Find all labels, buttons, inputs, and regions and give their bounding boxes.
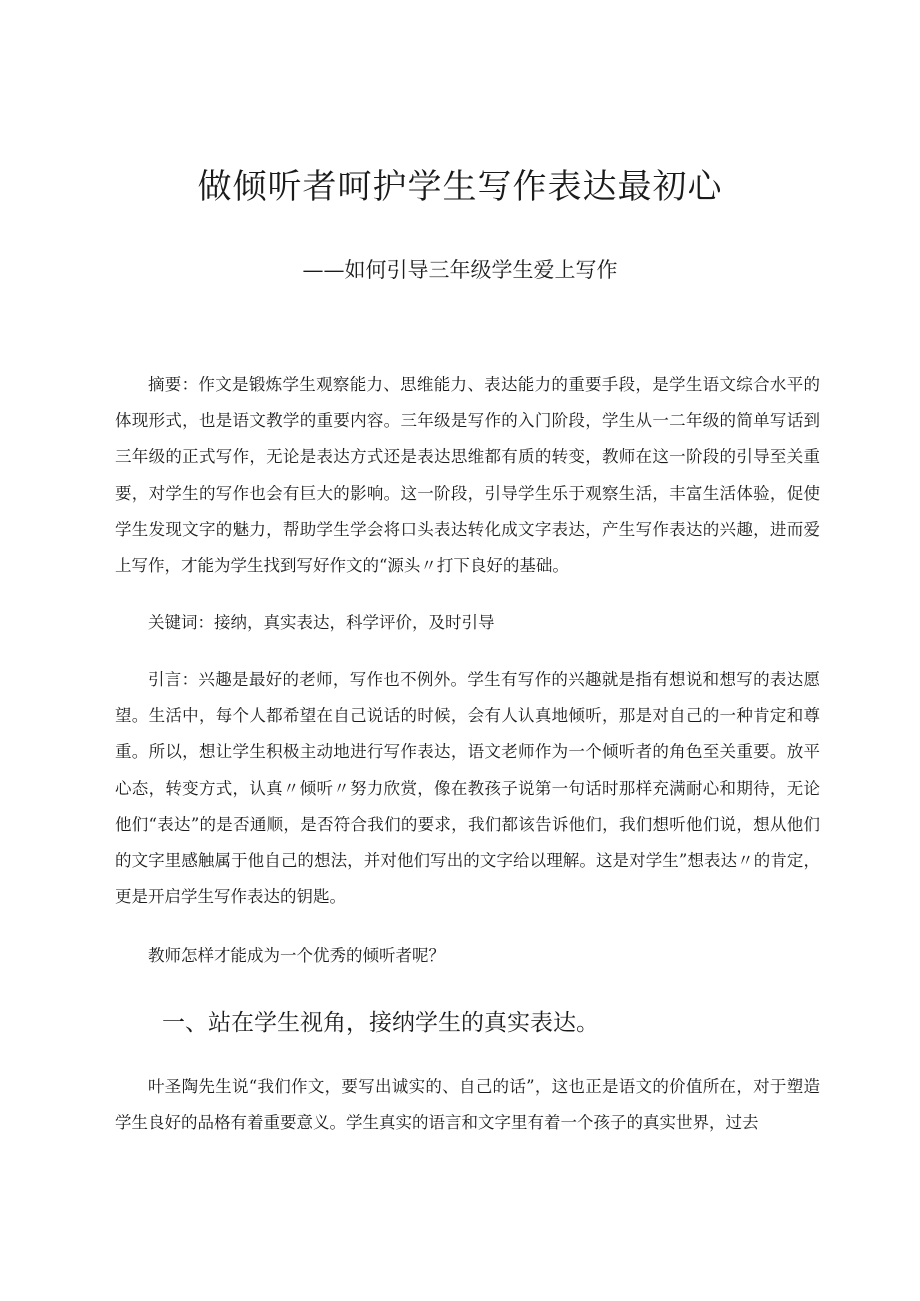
document-subtitle: ——如何引导三年级学生爱上写作 (302, 258, 618, 282)
keywords-paragraph: 关键词：接纳，真实表达，科学评价，及时引导 (148, 613, 495, 632)
abstract-paragraph: 摘要：作文是锻炼学生观察能力、思维能力、表达能力的重要手段，是学生语文综合水平的体现形式，也是语文教学的重要内容。三年级是写作的入门阶段，学生从一二年级的简单写话到三年级的正式写作，无论是表达方式还是表达思维都有质的转变，教师在这一阶段的引导至关重要，对学生的写作也会有巨大的影响。这一阶段，引导学生乐于观察生活，丰富生活体验，促使学生发现文字的魅力，帮助学生学会将口头表达转化成文字表达，产生写作表达的兴趣，进而爱上写作，才能为学生找到写好作文的“源头〃打下良好的基础。 (115, 375, 820, 576)
document-title: 做倾听者呵护学生写作表达最初心 (197, 167, 723, 207)
introduction-paragraph: 引言：兴趣是最好的老师，写作也不例外。学生有写作的兴趣就是指有想说和想写的表达愿望。生活中，每个人都希望在自己说话的时候，会有人认真地倾听，那是对自己的一种肯定和尊重。所以，想让学生积极主动地进行写作表达，语文老师作为一个倾听者的角色至关重要。放平心态，转变方式，认真〃倾听〃努力欣赏，像在教孩子说第一句话时那样充满耐心和期待，无论他们“表达”的是否通顺，是否符合我们的要求，我们都该告诉他们，我们想听他们说，想从他们的文字里感触属于他自己的想法，并对他们写出的文字给以理解。这是对学生”想表达〃的肯定，更是开启学生写作表达的钥匙。 (115, 670, 820, 907)
question-paragraph: 教师怎样才能成为一个优秀的倾听者呢？ (148, 946, 445, 965)
section-body-paragraph: 叶圣陶先生说“我们作文，要写出诚实的、自己的话”，这也正是语文的价值所在，对于塑造学生良好的品格有着重要意义。学生真实的语言和文字里有着一个孩子的真实世界，过去 (115, 1077, 820, 1133)
section-heading: 一、站在学生视角，接纳学生的真实表达。 (162, 1010, 599, 1036)
